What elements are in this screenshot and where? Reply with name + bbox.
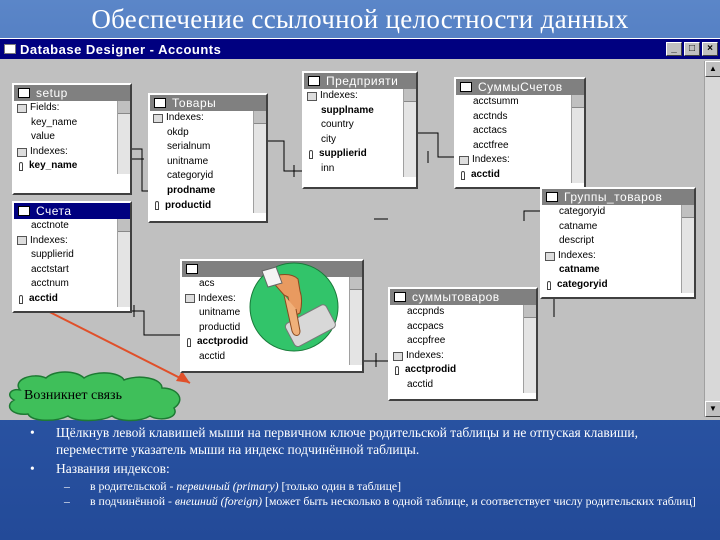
field-row[interactable]: acctstart [31, 263, 69, 275]
field-row[interactable]: categoryid [167, 170, 214, 182]
field-row[interactable]: descript [559, 235, 595, 247]
indexes-header: Indexes: [17, 145, 114, 160]
table-icon [308, 76, 320, 86]
bullet-item: • Названия индексов: [30, 461, 170, 476]
index-icon [545, 252, 555, 261]
table-header[interactable] [542, 189, 694, 205]
field-row[interactable]: productid [199, 321, 241, 333]
field-row[interactable]: inn [321, 162, 335, 174]
table-name: Группы_товаров [564, 190, 663, 204]
field-row[interactable]: acctsumm [473, 96, 519, 107]
dash-mark: – [64, 494, 70, 508]
table-scrollbar[interactable] [349, 277, 362, 365]
field-row[interactable]: unitname [167, 155, 209, 167]
table-icon [18, 206, 30, 216]
index-row[interactable]: key_name [17, 159, 114, 174]
key-icon [461, 171, 465, 180]
index-icon [17, 148, 27, 157]
table-field-list [542, 205, 694, 293]
indexes-header: Indexes: [307, 89, 400, 104]
field-row[interactable]: acctid [199, 350, 226, 362]
field-row[interactable]: accpnds [407, 306, 445, 317]
table-header[interactable] [14, 203, 130, 219]
hand-pointer-icon [248, 257, 340, 357]
field-row[interactable]: unitname [199, 307, 241, 319]
table-name: СуммыСчетов [478, 80, 563, 94]
key-icon [395, 366, 399, 375]
indexes-header: Indexes: [545, 249, 678, 264]
table-gruppy-tovarov[interactable] [540, 187, 696, 299]
index-row[interactable]: acctid [17, 292, 114, 307]
table-name: Предприяти [326, 74, 399, 88]
index-row[interactable]: categoryid [545, 278, 678, 293]
index-row[interactable]: productid [153, 199, 250, 214]
table-name: Товары [172, 96, 217, 110]
table-icon [186, 264, 198, 274]
table-field-list [14, 219, 130, 307]
close-button[interactable]: × [702, 42, 718, 56]
index-row[interactable]: acctprodid [393, 363, 520, 378]
callout-text: Возникнет связь [24, 388, 122, 403]
table-header[interactable] [14, 85, 130, 101]
restore-button[interactable]: □ [684, 42, 700, 56]
indexes-header: Indexes: [459, 153, 568, 168]
bullet-mark: • [30, 461, 35, 476]
slide-title: Обеспечение ссылочной целостности данных [91, 4, 629, 34]
index-row[interactable]: acctid [459, 168, 568, 183]
field-row[interactable]: acctnote [31, 220, 69, 231]
table-header[interactable] [456, 79, 584, 95]
field-row[interactable]: accpfree [407, 335, 446, 347]
table-tovary[interactable] [148, 93, 268, 223]
indexes-header: Indexes: [153, 111, 250, 126]
table-scrollbar[interactable] [523, 305, 536, 393]
relation-line [418, 133, 454, 157]
field-row[interactable]: country [321, 119, 354, 131]
bullet-mark: • [30, 425, 35, 440]
table-predpriyatiya[interactable] [302, 71, 418, 189]
table-summy-tovarov[interactable] [388, 287, 538, 401]
indexes-header: Indexes: [393, 349, 520, 364]
table-header[interactable] [304, 73, 416, 89]
index-icon [393, 352, 403, 361]
key-icon [19, 295, 23, 304]
table-scrollbar[interactable] [571, 95, 584, 183]
field-row[interactable]: catname [559, 220, 598, 232]
table-name: Счета [36, 204, 72, 218]
field-row[interactable]: acctid [407, 378, 434, 390]
field-row[interactable]: city [321, 133, 336, 145]
table-header[interactable] [390, 289, 536, 305]
table-scrollbar[interactable] [403, 89, 416, 177]
minimize-button[interactable]: _ [666, 42, 682, 56]
table-summy-schetov[interactable] [454, 77, 586, 189]
grid-icon [17, 104, 27, 113]
table-header[interactable] [150, 95, 266, 111]
key-icon [155, 201, 159, 210]
field-row[interactable]: value [31, 131, 55, 143]
field-row[interactable]: categoryid [559, 206, 606, 217]
table-scrollbar[interactable] [117, 219, 130, 307]
table-field-list [304, 89, 416, 177]
relation-line [268, 141, 304, 171]
database-designer-window [0, 38, 720, 420]
field-row[interactable]: supplname [321, 104, 374, 116]
key-icon [19, 162, 23, 171]
bullet-item: • Щёлкнув левой клавишей мыши на первичном ключе родительской таблицы и не отпуская клавиши, переместите указатель мыши на индекс подчинённой таблицы. [30, 425, 638, 457]
dash-mark: – [64, 479, 70, 493]
table-icon [154, 98, 166, 108]
field-row[interactable]: serialnum [167, 141, 211, 153]
scroll-up-icon[interactable]: ▲ [705, 61, 720, 77]
table-scrollbar[interactable] [117, 101, 130, 174]
table-name: setup [36, 86, 68, 100]
field-row[interactable]: acs [199, 278, 215, 289]
table-icon [460, 82, 472, 92]
table-icon [394, 292, 406, 302]
index-icon [185, 294, 195, 303]
relation-line [524, 211, 540, 221]
field-row[interactable]: key_name [31, 116, 78, 128]
table-icon [546, 192, 558, 202]
index-row[interactable]: acctprodid [185, 335, 346, 350]
table-field-list [14, 101, 130, 174]
database-icon [4, 44, 16, 54]
field-row[interactable]: catname [559, 264, 600, 276]
designer-canvas[interactable] [4, 61, 700, 417]
index-row[interactable]: supplierid [307, 147, 400, 162]
key-icon [547, 281, 551, 290]
table-scheta[interactable] [12, 201, 132, 313]
field-row[interactable]: acctnds [473, 110, 508, 122]
table-field-list [150, 111, 266, 213]
table-scrollbar[interactable] [253, 111, 266, 213]
slide-notes [30, 424, 710, 509]
index-icon [307, 92, 317, 101]
table-field-list [390, 305, 536, 393]
indexes-header: Indexes: [185, 292, 346, 307]
field-row[interactable]: supplierid [31, 249, 74, 261]
window-scrollbar[interactable] [704, 61, 720, 417]
table-field-list [456, 95, 584, 183]
field-row[interactable]: okdp [167, 126, 189, 138]
field-row[interactable]: acctacs [473, 125, 507, 137]
window-titlebar[interactable] [0, 39, 720, 59]
sub-bullet-item: – в родительской - первичный (primary) [только один в таблице] [64, 479, 402, 493]
field-row[interactable]: prodname [167, 184, 216, 196]
table-scrollbar[interactable] [681, 205, 694, 293]
window-title: Database Designer - Accounts [20, 41, 222, 57]
sub-bullet-item: – в подчинённой - внешний (foreign) [может быть несколько в одной таблице, и соответствует числу родительских таблиц] [64, 494, 696, 508]
key-icon [309, 150, 313, 159]
scroll-down-icon[interactable]: ▼ [705, 401, 720, 417]
field-row[interactable]: acctfree [473, 139, 509, 151]
indexes-header: Indexes: [17, 234, 114, 249]
table-setup[interactable] [12, 83, 132, 195]
relation-line [128, 311, 180, 335]
index-icon [459, 156, 469, 165]
key-icon [187, 338, 191, 347]
table-name: суммытоваров [412, 290, 500, 304]
index-icon [153, 114, 163, 123]
field-row[interactable]: accpacs [407, 320, 444, 332]
table-icon [18, 88, 30, 98]
field-row[interactable]: acctnum [31, 278, 69, 290]
fields-header: Fields: [17, 101, 114, 116]
index-icon [17, 236, 27, 245]
